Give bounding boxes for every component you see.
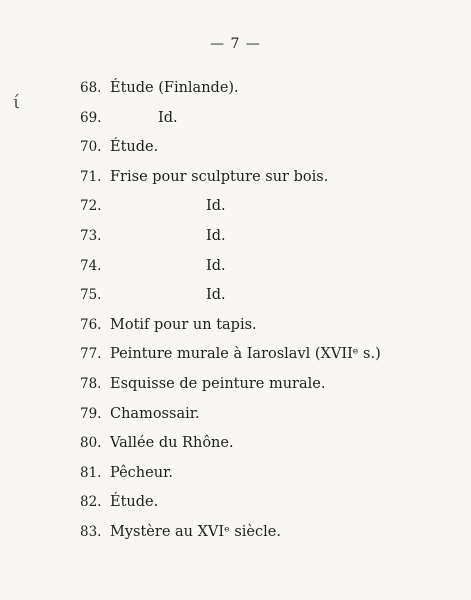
entry-title: Frise pour sculpture sur bois. — [110, 168, 329, 185]
entry-title: Motif pour un tapis. — [110, 316, 257, 333]
entry-number: 78. — [80, 375, 102, 392]
catalog-entry — [80, 370, 420, 400]
entry-number: 70. — [80, 139, 102, 156]
entry-title: Étude. — [110, 139, 159, 156]
entry-title: Id. — [206, 198, 226, 215]
entry-number: 74. — [80, 257, 102, 274]
entry-number: 75. — [80, 287, 102, 304]
catalog-entry — [80, 74, 420, 104]
entry-title: Esquisse de peinture murale. — [110, 375, 326, 392]
catalog-entry — [80, 104, 420, 134]
catalog-entry — [80, 459, 420, 489]
entry-number: 77. — [80, 346, 102, 363]
entry-number: 81. — [80, 464, 102, 481]
entry-number: 72. — [80, 198, 102, 215]
entry-number: 71. — [80, 168, 102, 185]
entry-title: Id. — [206, 287, 226, 304]
catalog-entry-list — [80, 74, 420, 548]
catalog-entry — [80, 311, 420, 341]
catalog-entry — [80, 429, 420, 459]
entry-number: 80. — [80, 435, 102, 452]
entry-number: 76. — [80, 316, 102, 333]
catalog-entry — [80, 488, 420, 518]
entry-title: Étude. — [110, 494, 159, 511]
entry-title: Mystère au XVIᵉ siècle. — [110, 523, 281, 540]
entry-title: Peinture murale à Iaroslavl (XVIIᵉ s.) — [110, 346, 381, 363]
catalog-entry — [80, 400, 420, 430]
entry-title: Pêcheur. — [110, 464, 174, 481]
entry-title: Id. — [206, 257, 226, 274]
entry-title: Chamossair. — [110, 405, 200, 422]
catalog-entry — [80, 518, 420, 548]
entry-number: 69. — [80, 109, 102, 126]
entry-number: 82. — [80, 494, 102, 511]
catalog-entry — [80, 222, 420, 252]
entry-number: 73. — [80, 227, 102, 244]
margin-mark: ί — [13, 92, 21, 113]
page-number: — 7 — — [210, 36, 261, 52]
catalog-entry — [80, 163, 420, 193]
catalog-entry — [80, 252, 420, 282]
entry-title: Id. — [206, 227, 226, 244]
entry-number: 79. — [80, 405, 102, 422]
entry-number: 68. — [80, 80, 102, 96]
entry-title: Id. — [158, 109, 178, 126]
entry-title: Étude (Finlande). — [110, 80, 239, 96]
catalog-entry — [80, 192, 420, 222]
catalog-entry — [80, 340, 420, 370]
catalog-entry — [80, 133, 420, 163]
catalog-entry — [80, 281, 420, 311]
entry-number: 83. — [80, 523, 102, 540]
entry-title: Vallée du Rhône. — [110, 435, 234, 452]
